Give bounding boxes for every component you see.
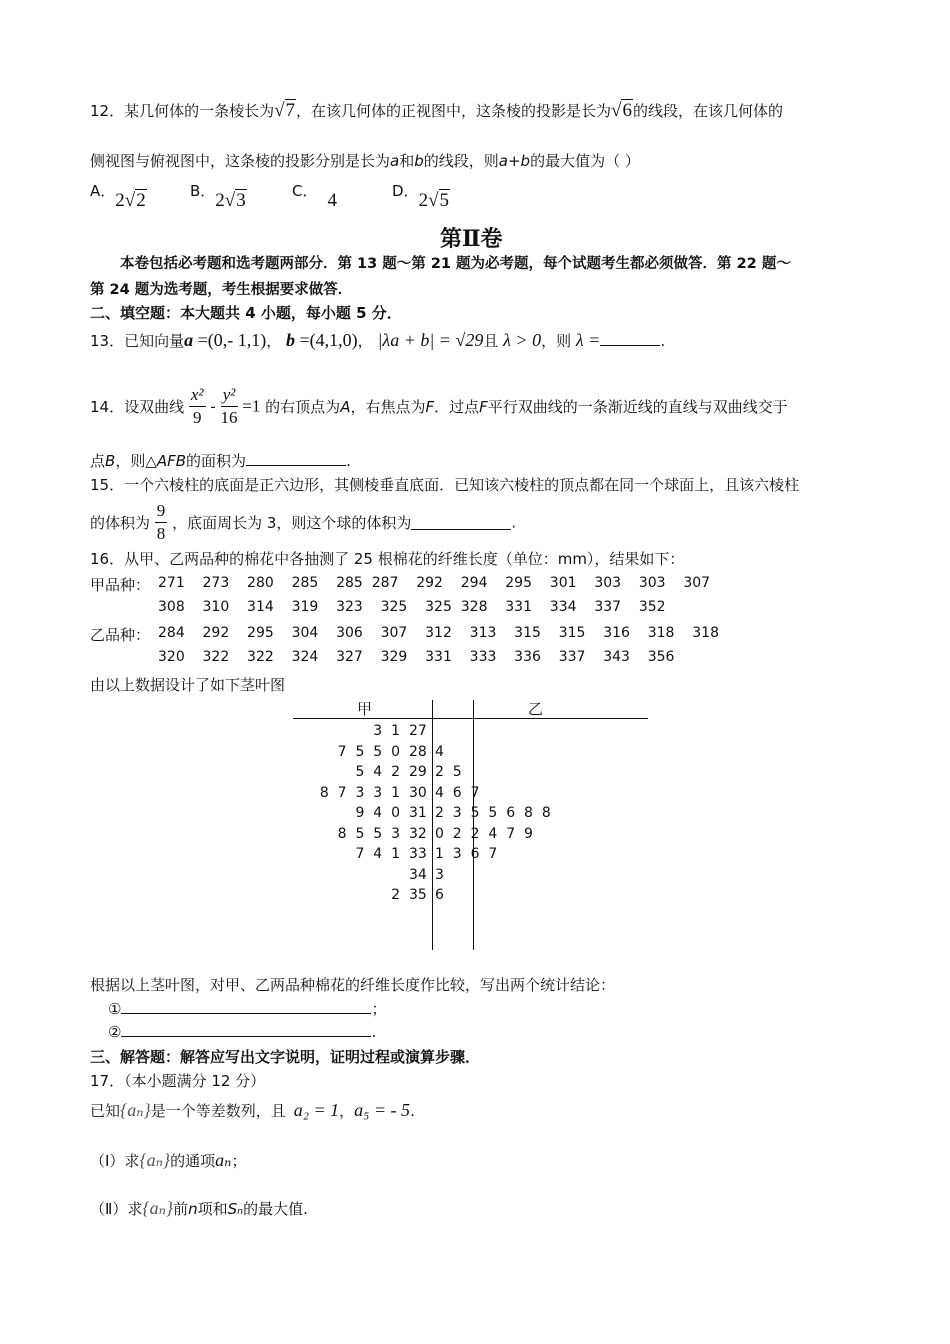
stem-row-left-leaves: 5 4 2 [355,764,400,780]
q14-answer-blank[interactable] [246,451,346,466]
q12-option-c: C． 4 [292,182,337,211]
stem-row-left-leaves: 8 5 5 3 [337,825,400,842]
q16-conclusion-2: ② . [108,1023,377,1041]
q16-conclusion-1: ① ； [108,1000,387,1018]
q17-given: 已知{aₙ}是一个等差数列，且 a₂ = 1，a₅ = - 5. [90,1100,415,1120]
stem-row-left-leaves: 7 4 1 [355,846,400,862]
conclusion-1-blank[interactable] [121,999,371,1014]
stem-row-left-leaves: 2 [391,887,400,903]
q15-answer-blank[interactable] [411,515,511,530]
q15-frac: $\frac{9}{8}$ [156,501,166,543]
section3-heading: 三、解答题：解答应写出文字说明，证明过程或演算步骤． [90,1048,481,1066]
q12-option-d: D．2√5 [392,182,449,211]
q16-design: 由以上数据设计了如下茎叶图 [90,676,286,694]
q17-title: 17．（本小题满分 12 分） [90,1072,266,1090]
section2-heading: 二、填空题：本大题共 4 小题，每小题 5 分． [90,304,402,322]
q15-line2: 的体积为 $\frac{9}{8}$ ，底面周长为 3，则这个球的体积为 . [90,501,517,543]
stem-row-stem: 35 [409,887,427,903]
stem-row-right-leaves: 2 3 5 5 6 8 8 [435,805,551,821]
q14-line2: 点B，则△AFB的面积为 . [90,452,351,470]
stem-row-right-leaves: 3 [435,866,444,883]
stem-row-right-leaves: 2 5 [435,764,462,780]
q16-yi-row2: 320 322 322 324 327 329 331 333 336 337 343 356 [158,649,675,665]
header-rule [293,718,648,719]
stem-row-stem: 33 [409,846,427,862]
stem-row-right-leaves: 1 3 6 7 [435,846,498,862]
q14-frac-x: $\frac{\text{x²}}{9}$ [190,385,204,427]
q12-option-b: B．2√3 [190,182,246,211]
stem-row-left-leaves: 3 1 [373,723,400,739]
q12-line2: 侧视图与俯视图中，这条棱的投影分别是长为a和b的线段，则a+b的最大值为（ ） [90,152,640,170]
sqrt-6: √6 [611,100,632,121]
q17-part1: （Ⅰ）求{aₙ}的通项aₙ； [90,1150,247,1170]
stem-row-stem: 30 [409,784,427,801]
part2-title: 第Ⅱ卷 [440,226,503,251]
q17-part2: （Ⅱ）求{aₙ}前n项和Sₙ的最大值. [90,1198,308,1218]
q16-intro: 16．从甲、乙两品种的棉花中各抽测了 25 根棉花的纤维长度（单位：mm），结果如下： [90,550,685,568]
stem-row-left-leaves: 7 5 5 0 [337,743,400,760]
stem-divider-left [432,700,433,950]
stem-row-right-leaves: 6 [435,887,444,903]
stem-row-right-leaves: 4 [435,743,444,760]
stem-row-left-leaves: 9 4 0 [355,805,400,821]
stem-row-stem: 32 [409,825,427,842]
stem-row-stem: 28 [409,743,427,760]
stem-row-right-leaves: 4 6 7 [435,784,480,801]
q16-jia-row1: 271 273 280 285 285 287 292 294 295 301 303 303 307 [158,575,711,591]
stem-header-yi: 乙 [528,700,544,718]
stem-header-jia: 甲 [357,700,373,718]
stem-row-stem: 31 [409,805,427,821]
q13-answer-blank[interactable] [600,331,660,346]
part2-intro-2: 第 24 题为选考题，考生根据要求做答． [90,282,353,298]
q16-jia-row2: 308 310 314 319 323 325 325 328 331 334 337 352 [158,599,666,615]
q16-yi-row1: 284 292 295 304 306 307 312 313 315 315 316 318 318 [158,625,719,641]
q15-line1: 15．一个六棱柱的底面是正六边形，其侧棱垂直底面．已知该六棱柱的顶点都在同一个球面上，且该六棱柱 [90,476,800,494]
q16-conclusion: 根据以上茎叶图，对甲、乙两品种棉花的纤维长度作比较，写出两个统计结论： [90,976,616,994]
stem-row-stem: 34 [409,866,427,883]
part2-intro-1: 本卷包括必考题和选考题两部分．第 13 题～第 21 题为必考题，每个试题考生都必须做答．第 22 题～ [120,256,791,272]
stem-row-left-leaves: 8 7 3 3 1 [319,784,400,801]
stem-divider-right [473,700,474,950]
q14-frac-y: $\frac{\text{y²}}{16}$ [220,385,238,427]
q12-option-a: A．2√2 [90,182,146,211]
stem-row-right-leaves: 0 2 2 4 7 9 [435,825,533,842]
stem-row-stem: 29 [409,764,427,780]
stem-row-stem: 27 [409,723,427,739]
q13: 13．已知向量a =(0,- 1,1)， b =(4,1,0)， |λa + b| = √29且 λ > 0，则 λ = . [90,330,666,350]
q16-jia-label: 甲品种： [90,576,151,594]
q14-line1: 14．设双曲线 $\frac{\text{x²}}{9}$ - $\frac{\text{y²}}{16}$ =1 的右顶点为A，右焦点为F．过点F平行双曲线的一条渐近线的直线与双曲线交于 [90,385,788,427]
conclusion-2-blank[interactable] [121,1022,371,1037]
sqrt-7: √7 [274,100,296,121]
q12-line1: 12．某几何体的一条棱长为√7，在该几何体的正视图中，这条棱的投影是长为√6的线段，在该几何体的 [90,100,783,121]
q16-yi-label: 乙品种： [90,626,151,644]
